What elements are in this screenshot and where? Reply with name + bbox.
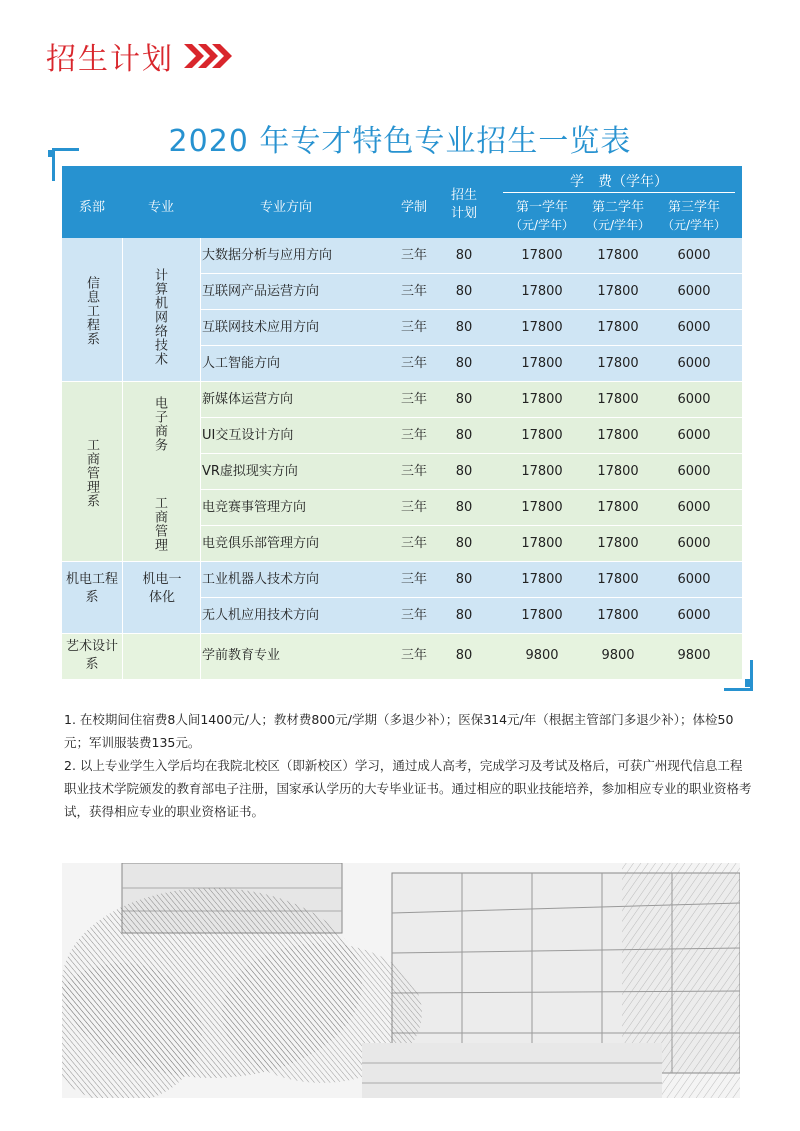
- header-year1: 第一学年: [515, 200, 568, 215]
- cell-plan: 80: [455, 356, 473, 371]
- cell-plan: 80: [455, 608, 473, 623]
- cell-year1-fee: 17800: [521, 392, 563, 407]
- cell-plan: 80: [455, 648, 473, 663]
- corner-dot-top-left: [48, 150, 55, 157]
- cell-year2-fee: 17800: [597, 464, 639, 479]
- cell-year2-fee: 17800: [597, 392, 639, 407]
- dept-info: 信息工程系: [84, 276, 99, 346]
- cell-year2-fee: 17800: [597, 248, 639, 263]
- cell-direction: 电竞赛事管理方向: [202, 500, 307, 515]
- cell-plan: 80: [455, 248, 473, 263]
- col-divider-dept: [122, 238, 123, 679]
- cell-direction: 电竞俱乐部管理方向: [202, 536, 320, 551]
- row-divider: [200, 453, 742, 454]
- cell-year1-fee: 9800: [525, 648, 559, 663]
- cell-direction: 互联网技术应用方向: [202, 320, 320, 335]
- cell-year1-fee: 17800: [521, 608, 563, 623]
- row-divider: [200, 525, 742, 526]
- header-year2-unit: （元/学年）: [585, 218, 651, 232]
- header-fee-divider: [503, 192, 735, 193]
- cell-year1-fee: 17800: [521, 428, 563, 443]
- cell-duration: 三年: [400, 248, 427, 263]
- cell-year1-fee: 17800: [521, 284, 563, 299]
- triple-chevron-right-icon: [190, 44, 232, 68]
- cell-plan: 80: [455, 464, 473, 479]
- header-duration: 学制: [400, 200, 427, 215]
- cell-duration: 三年: [400, 648, 427, 663]
- cell-year3-fee: 6000: [677, 392, 711, 407]
- cell-year1-fee: 17800: [521, 464, 563, 479]
- header-plan-line1: 招生: [450, 188, 477, 203]
- cell-duration: 三年: [400, 536, 427, 551]
- row-divider: [200, 597, 742, 598]
- cell-plan: 80: [455, 500, 473, 515]
- cell-year3-fee: 6000: [677, 464, 711, 479]
- dept-business: 工商管理系: [84, 438, 99, 508]
- header-fee-group: 学 费（学年）: [570, 174, 668, 190]
- header-year2: 第二学年: [591, 200, 644, 215]
- page-title: 2020 年专才特色专业招生一览表: [168, 124, 632, 159]
- dept-mech: 机电工程系: [66, 572, 119, 605]
- dept-art: 艺术设计系: [66, 639, 119, 672]
- cell-plan: 80: [455, 320, 473, 335]
- cell-plan: 80: [455, 392, 473, 407]
- cell-year2-fee: 9800: [601, 648, 635, 663]
- cell-duration: 三年: [400, 464, 427, 479]
- cell-plan: 80: [455, 536, 473, 551]
- cell-duration: 三年: [400, 356, 427, 371]
- header-plan-line2: 计划: [450, 206, 477, 221]
- cell-year3-fee: 6000: [677, 428, 711, 443]
- cell-plan: 80: [455, 428, 473, 443]
- row-divider: [200, 417, 742, 418]
- row-divider: [200, 309, 742, 310]
- cell-year3-fee: 6000: [677, 320, 711, 335]
- dept-divider: [62, 381, 742, 382]
- cell-direction: 人工智能方向: [202, 356, 281, 371]
- header-major: 专业: [147, 200, 174, 215]
- major-business-admin: 工商管理: [152, 496, 167, 552]
- section-title: 招生计划: [46, 42, 174, 77]
- note-2: 2. 以上专业学生入学后均在我院北校区（即新校区）学习，通过成人高考，完成学习及考试及格后，可获广州现代信息工程职业技术学院颁发的教育部电子注册，国家承认学历的大专毕业证书。通过相应的职业技能培养，参加相应专业的职业资格考试，获得相应专业的职业资格证书。: [64, 758, 752, 819]
- notes: [64, 708, 754, 823]
- cell-year1-fee: 17800: [521, 320, 563, 335]
- campus-sketch-image: [62, 863, 740, 1098]
- cell-duration: 三年: [400, 608, 427, 623]
- cell-duration: 三年: [400, 320, 427, 335]
- cell-year2-fee: 17800: [597, 356, 639, 371]
- cell-direction: 无人机应用技术方向: [202, 608, 320, 623]
- cell-year3-fee: 6000: [677, 500, 711, 515]
- major-ecommerce: 电子商务: [152, 396, 167, 452]
- dept-divider: [62, 561, 742, 562]
- row-divider: [200, 345, 742, 346]
- cell-year2-fee: 17800: [597, 320, 639, 335]
- cell-year1-fee: 17800: [521, 500, 563, 515]
- cell-year3-fee: 6000: [677, 284, 711, 299]
- cell-direction: VR虚拟现实方向: [202, 464, 298, 479]
- cell-year2-fee: 17800: [597, 608, 639, 623]
- cell-direction: 大数据分析与应用方向: [202, 248, 333, 263]
- row-divider: [200, 273, 742, 274]
- cell-direction: 工业机器人技术方向: [202, 572, 320, 587]
- cell-year2-fee: 17800: [597, 572, 639, 587]
- cell-year3-fee: 6000: [677, 356, 711, 371]
- cell-duration: 三年: [400, 392, 427, 407]
- cell-year3-fee: 6000: [677, 248, 711, 263]
- major-mechatronics: 机电一体化: [142, 572, 182, 605]
- cell-year3-fee: 6000: [677, 536, 711, 551]
- cell-year2-fee: 17800: [597, 428, 639, 443]
- cell-plan: 80: [455, 572, 473, 587]
- header-year3: 第三学年: [667, 200, 720, 215]
- row-divider: [200, 489, 742, 490]
- cell-year2-fee: 17800: [597, 284, 639, 299]
- major-network: 计算机网络技术: [152, 268, 167, 366]
- cell-direction: UI交互设计方向: [202, 428, 294, 443]
- cell-year1-fee: 17800: [521, 356, 563, 371]
- table-header: [62, 166, 742, 238]
- cell-duration: 三年: [400, 500, 427, 515]
- cell-year1-fee: 17800: [521, 572, 563, 587]
- cell-plan: 80: [455, 284, 473, 299]
- note-1: 1. 在校期间住宿费8人间1400元/人；教材费800元/学期（多退少补）；医保314元/年（根据主管部门多退少补）；体检50元；军训服装费135元。: [64, 712, 734, 750]
- header-year3-unit: （元/学年）: [661, 218, 727, 232]
- section-header: [46, 34, 232, 78]
- corner-dot-bottom-right: [745, 679, 753, 687]
- cell-year2-fee: 17800: [597, 500, 639, 515]
- cell-year3-fee: 6000: [677, 572, 711, 587]
- cell-direction: 学前教育专业: [202, 648, 281, 663]
- header-direction: 专业方向: [259, 200, 312, 215]
- cell-year3-fee: 9800: [677, 648, 711, 663]
- cell-year3-fee: 6000: [677, 608, 711, 623]
- enrollment-table: [62, 166, 742, 679]
- cell-year1-fee: 17800: [521, 536, 563, 551]
- cell-direction: 新媒体运营方向: [202, 392, 294, 407]
- cell-year2-fee: 17800: [597, 536, 639, 551]
- cell-duration: 三年: [400, 428, 427, 443]
- header-dept: 系部: [78, 200, 105, 215]
- cell-year1-fee: 17800: [521, 248, 563, 263]
- cell-duration: 三年: [400, 284, 427, 299]
- header-year1-unit: （元/学年）: [509, 218, 575, 232]
- cell-direction: 互联网产品运营方向: [202, 284, 320, 299]
- dept-divider: [62, 633, 742, 634]
- col-divider-major: [200, 238, 201, 679]
- cell-duration: 三年: [400, 572, 427, 587]
